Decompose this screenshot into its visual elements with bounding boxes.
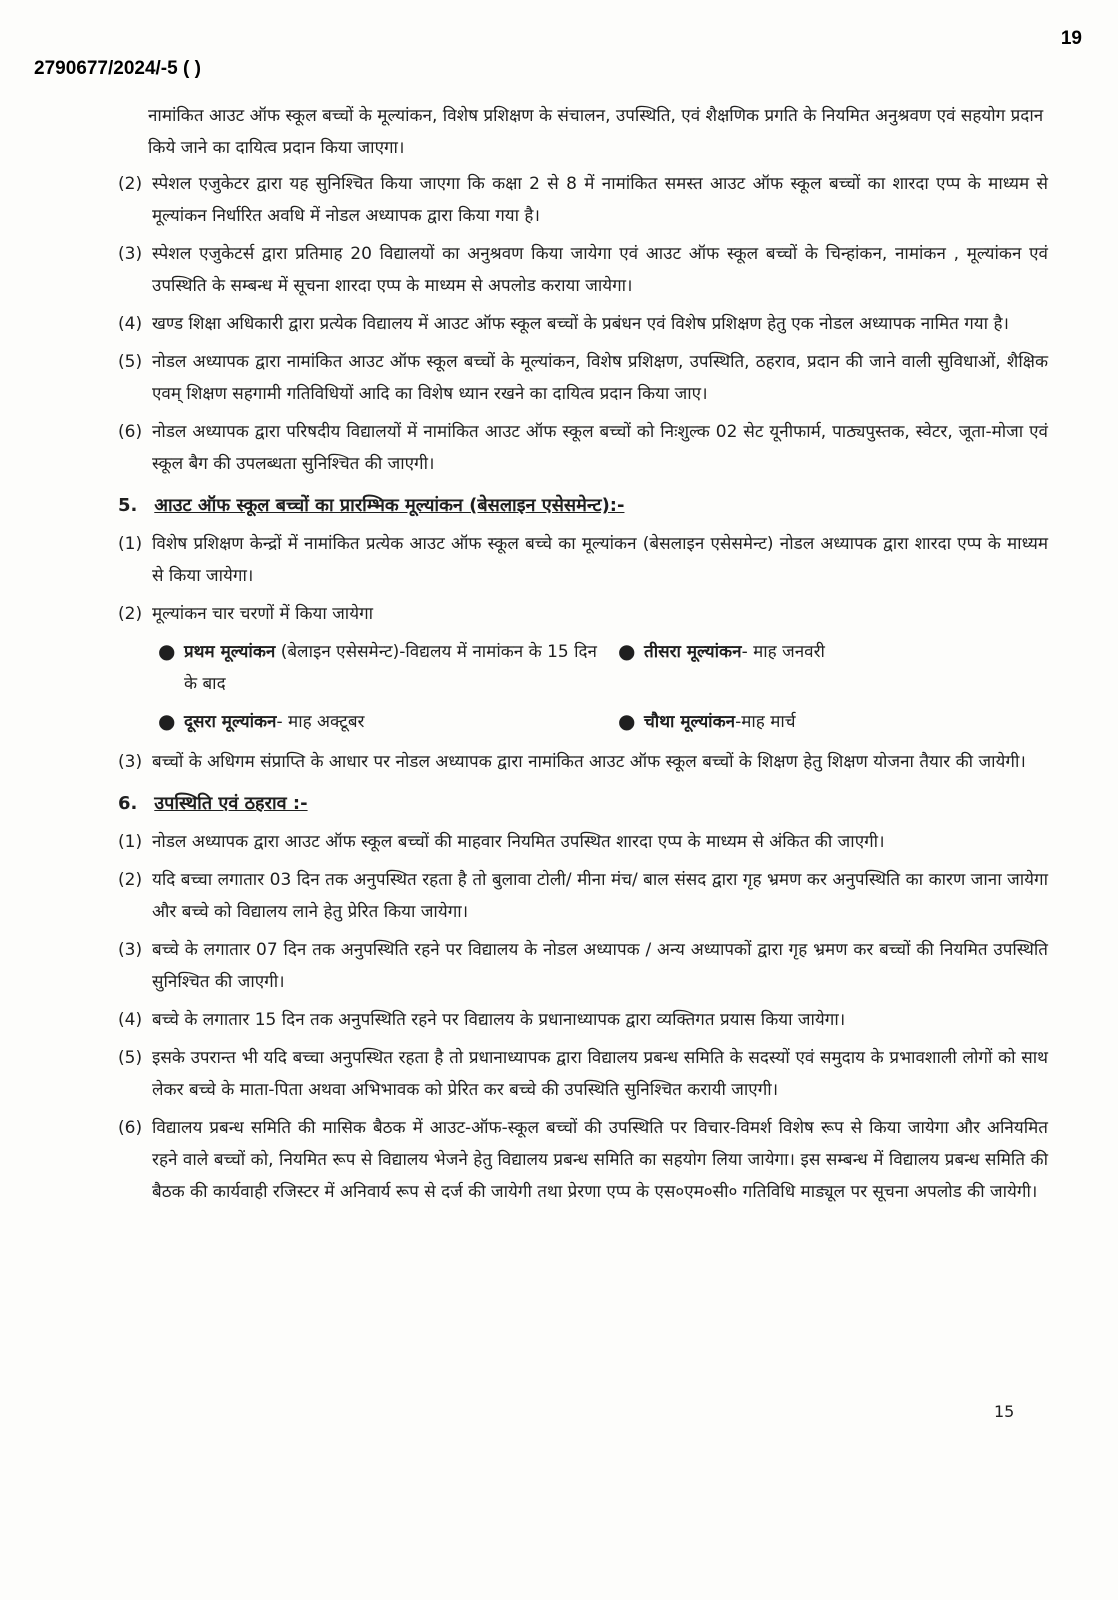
- item-number: (5): [118, 1048, 143, 1068]
- list-item: [118, 1112, 1048, 1208]
- section-title: उपस्थिति एवं ठहराव :-: [154, 793, 308, 814]
- item-number: (1): [118, 832, 143, 852]
- bullet-icon: ●: [158, 709, 176, 733]
- section-5-heading: [118, 490, 1048, 522]
- item-text: स्पेशल एजुकेटर द्वारा यह सुनिश्चित किया जाएगा कि कक्षा 2 से 8 में नामांकित समस्त आउट ऑफ स्कूल बच्चों का शारदा एप्प के माध्यम से मूल्यांकन निर्धारित अवधि में नोडल अध्यापक द्वारा किया गया है।: [152, 174, 1048, 226]
- item-number: (2): [118, 870, 143, 890]
- item-text: नोडल अध्यापक द्वारा आउट ऑफ स्कूल बच्चों की माहवार नियमित उपस्थित शारदा एप्प के माध्यम से अंकित की जाएगी।: [152, 832, 885, 852]
- page-number-top: 19: [1060, 28, 1082, 49]
- list-item: [118, 238, 1048, 302]
- list-item: [118, 1004, 1048, 1036]
- bullet-text: - माह जनवरी: [741, 642, 825, 662]
- section-number: 6.: [118, 793, 138, 814]
- list-item: [118, 528, 1048, 592]
- item-text: स्पेशल एजुकेटर्स द्वारा प्रतिमाह 20 विद्यालयों का अनुश्रवण किया जायेगा एवं आउट ऑफ स्कूल बच्चों के चिन्हांकन, नामांकन , मूल्यांकन एवं उपस्थिति के सम्बन्ध में सूचना शारदा एप्प के माध्यम से अपलोड कराया जायेगा।: [152, 244, 1048, 296]
- section-6-heading: [118, 788, 1048, 820]
- bullet-icon: ●: [618, 709, 636, 733]
- item-list-a: [118, 168, 1048, 480]
- item-text: विद्यालय प्रबन्ध समिति की मासिक बैठक में आउट-ऑफ-स्कूल बच्चों की उपस्थिति पर विचार-विमर्श विशेष रूप से किया जायेगा और अनियमित रहने वाले बच्चों को, नियमित रूप से विद्यालय भेजने हेतु विद्यालय प्रबन्ध समिति का सहयोग लिया जायेगा। इस सम्बन्ध में विद्यालय प्रबन्ध समिति की बैठक की कार्यवाही रजिस्टर में अनिवार्य रूप से दर्ज की जायेगी तथा प्रेरणा एप्प के एस०एम०सी० गतिविधि माड्यूल पर सूचना अपलोड की जायेगी।: [152, 1118, 1048, 1202]
- document-reference: 2790677/2024/-5 ( ): [34, 58, 201, 79]
- intro-paragraph: नामांकित आउट ऑफ स्कूल बच्चों के मूल्यांकन, विशेष प्रशिक्षण के संचालन, उपस्थिति, एवं शैक्षणिक प्रगति के नियमित अनुश्रवण एवं सहयोग प्रदान किये जाने का दायित्व प्रदान किया जाएगा।: [148, 106, 1044, 158]
- item-text: नोडल अध्यापक द्वारा नामांकित आउट ऑफ स्कूल बच्चों के मूल्यांकन, विशेष प्रशिक्षण, उपस्थिति, ठहराव, प्रदान की जाने वाली सुविधाओं, शैक्षिक एवम् शिक्षण सहगामी गतिविधियों आदि का विशेष ध्यान रखने का दायित्व प्रदान किया जाए।: [152, 352, 1048, 404]
- item-text: मूल्यांकन चार चरणों में किया जायेगा: [152, 604, 374, 624]
- list-item: [118, 864, 1048, 928]
- bullet-icon: ●: [158, 639, 176, 663]
- bullet-item: [158, 706, 598, 738]
- bullet-bold: तीसरा मूल्यांकन: [644, 642, 742, 662]
- bullet-text: - माह अक्टूबर: [276, 712, 365, 732]
- page-number-bottom: 15: [994, 1402, 1015, 1421]
- list-item: [118, 416, 1048, 480]
- list-item: [118, 168, 1048, 232]
- item-number: (3): [118, 244, 143, 264]
- list-item: [118, 346, 1048, 410]
- item-text: बच्चे के लगातार 07 दिन तक अनुपस्थिति रहने पर विद्यालय के नोडल अध्यापक / अन्य अध्यापकों द्वारा गृह भ्रमण कर बच्चों की नियमित उपस्थिति सुनिश्चित की जाएगी।: [152, 940, 1048, 992]
- section-number: 5.: [118, 495, 138, 516]
- list-item: [118, 1042, 1048, 1106]
- item-text: बच्चों के अधिगम संप्राप्ति के आधार पर नोडल अध्यापक द्वारा नामांकित आउट ऑफ स्कूल बच्चों के शिक्षण हेतु शिक्षण योजना तैयार की जायेगी।: [152, 752, 1026, 772]
- list-item: [118, 598, 1048, 630]
- assessment-stages: [158, 636, 1048, 738]
- item-text: यदि बच्चा लगातार 03 दिन तक अनुपस्थित रहता है तो बुलावा टोली/ मीना मंच/ बाल संसद द्वारा गृह भ्रमण कर अनुपस्थिति का कारण जाना जायेगा और बच्चे को विद्यालय लाने हेतु प्रेरित किया जायेगा।: [152, 870, 1048, 922]
- item-number: (6): [118, 422, 143, 442]
- item-number: (1): [118, 534, 143, 554]
- item-number: (3): [118, 940, 143, 960]
- list-item: [118, 746, 1048, 778]
- bullet-bold: चौथा मूल्यांकन: [644, 712, 736, 732]
- item-list-section-6: [118, 826, 1048, 1208]
- section-title: आउट ऑफ स्कूल बच्चों का प्रारम्भिक मूल्यांकन (बेसलाइन एसेसमेन्ट):-: [154, 495, 625, 516]
- bullet-item: [618, 636, 1058, 700]
- item-text: खण्ड शिक्षा अधिकारी द्वारा प्रत्येक विद्यालय में आउट ऑफ स्कूल बच्चों के प्रबंधन एवं विशेष प्रशिक्षण हेतु एक नोडल अध्यापक नामित गया है।: [152, 314, 1009, 334]
- item-number: (5): [118, 352, 143, 372]
- document-body: [118, 100, 1048, 1214]
- bullet-item: [618, 706, 1058, 738]
- item-number: (2): [118, 174, 143, 194]
- list-item: [118, 308, 1048, 340]
- bullet-bold: प्रथम मूल्यांकन: [184, 642, 276, 662]
- item-number: (6): [118, 1118, 143, 1138]
- item-text: बच्चे के लगातार 15 दिन तक अनुपस्थिति रहने पर विद्यालय के प्रधानाध्यापक द्वारा व्यक्तिगत प्रयास किया जायेगा।: [152, 1010, 846, 1030]
- list-item: [118, 826, 1048, 858]
- item-text: इसके उपरान्त भी यदि बच्चा अनुपस्थित रहता है तो प्रधानाध्यापक द्वारा विद्यालय प्रबन्ध समिति के सदस्यों एवं समुदाय के प्रभावशाली लोगों को साथ लेकर बच्चे के माता-पिता अथवा अभिभावक को प्रेरित कर बच्चे की उपस्थिति सुनिश्चित करायी जाएगी।: [152, 1048, 1048, 1100]
- bullet-item: [158, 636, 598, 700]
- item-text: नोडल अध्यापक द्वारा परिषदीय विद्यालयों में नामांकित आउट ऑफ स्कूल बच्चों को निःशुल्क 02 सेट यूनीफार्म, पाठ्यपुस्तक, स्वेटर, जूता-मोजा एवं स्कूल बैग की उपलब्धता सुनिश्चित की जाएगी।: [152, 422, 1048, 474]
- bullet-bold: दूसरा मूल्यांकन: [184, 712, 277, 732]
- bullet-text: -माह मार्च: [735, 712, 796, 732]
- item-number: (2): [118, 604, 143, 624]
- bullet-icon: ●: [618, 639, 636, 663]
- bullet-text: (बेलाइन एसेसमेन्ट)-विद्यलय में नामांकन के 15 दिन के बाद: [184, 642, 597, 694]
- item-number: (3): [118, 752, 143, 772]
- list-item: [118, 934, 1048, 998]
- item-text: विशेष प्रशिक्षण केन्द्रों में नामांकित प्रत्येक आउट ऑफ स्कूल बच्चे का मूल्यांकन (बेसलाइन एसेसमेन्ट) नोडल अध्यापक द्वारा शारदा एप्प के माध्यम से किया जायेगा।: [152, 534, 1048, 586]
- item-number: (4): [118, 1010, 143, 1030]
- item-number: (4): [118, 314, 143, 334]
